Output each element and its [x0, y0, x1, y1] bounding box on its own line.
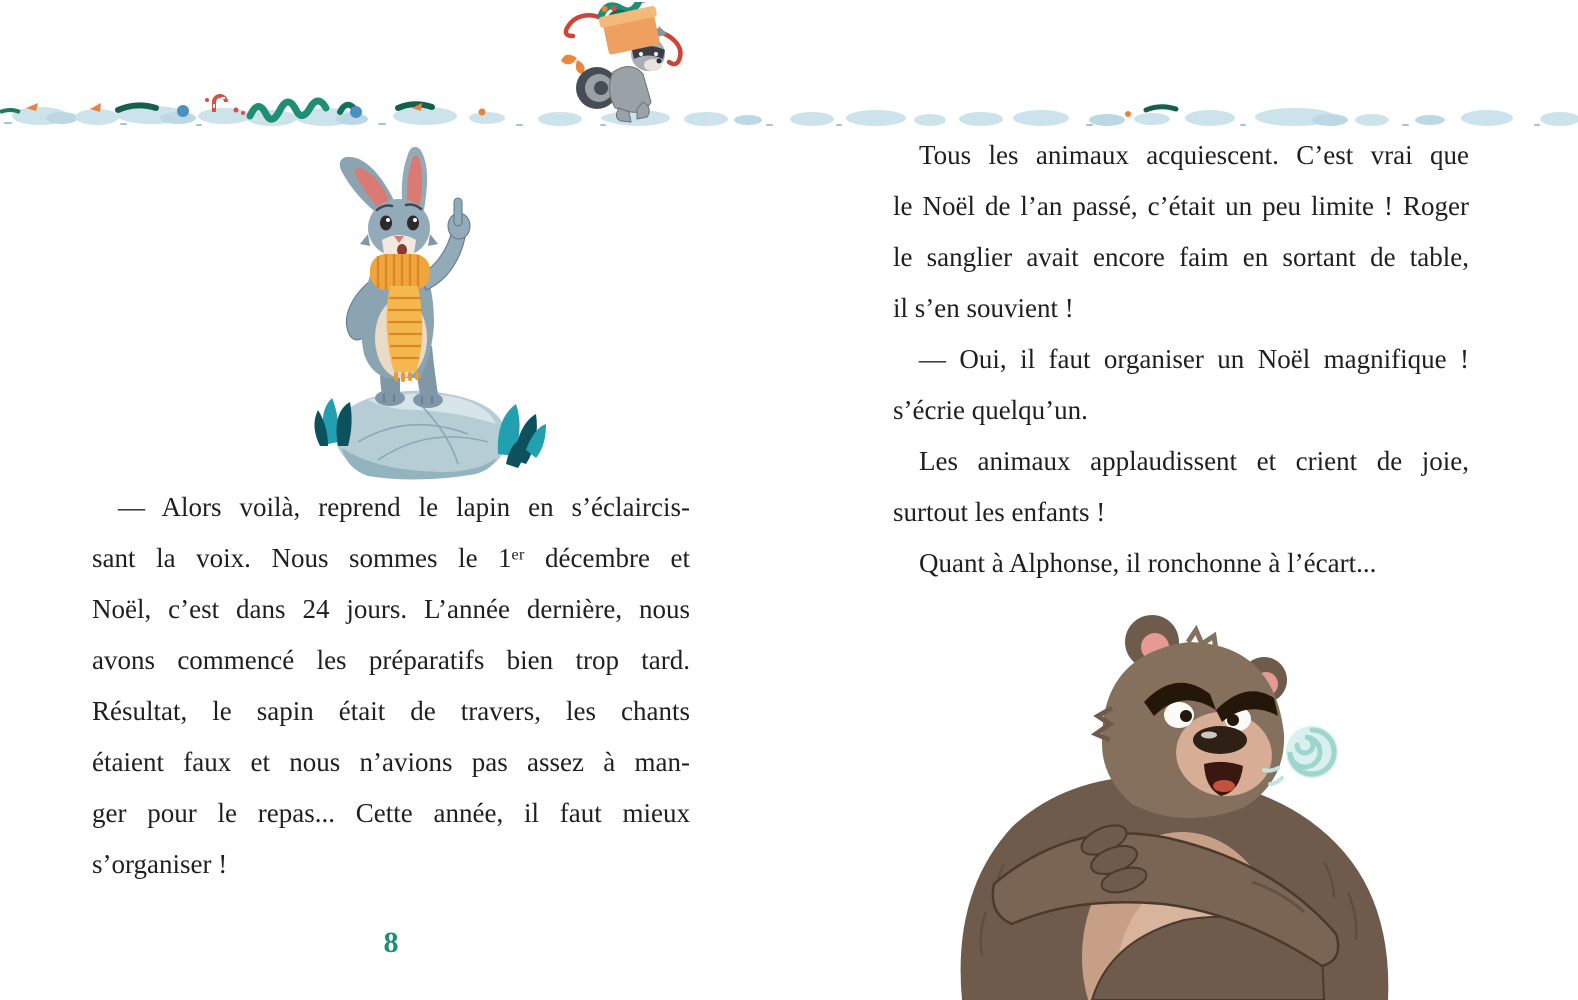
left-page-text — [92, 482, 690, 890]
paragraph — [893, 436, 1469, 538]
paragraph — [893, 538, 1469, 589]
text-line: Quant à Alphonse, il ronchonne à l’écart... — [919, 548, 1377, 578]
text-line: — Alors voilà, reprend le lapin en s’éclaircis- — [118, 492, 690, 522]
snow-mound — [601, 112, 665, 124]
right-bush — [498, 404, 546, 468]
orange-bow-piece — [561, 55, 585, 74]
rabbit-illustration — [298, 142, 560, 490]
text-line: étaient faux et nous n’avions pas assez à man- — [92, 747, 690, 777]
paragraph — [92, 482, 690, 890]
text-line: Les animaux applaudissent et crient de joie, — [919, 446, 1469, 476]
text-line: Résultat, le sapin était de travers, les chants — [92, 696, 690, 726]
left-bush — [314, 398, 351, 446]
text-line: avons commencé les préparatifs bien trop tard. — [92, 645, 690, 675]
text-line: sant la voix. Nous sommes le 1ᵉʳ décembre et — [92, 543, 690, 573]
text-line: le Noël de l’an passé, c’était un peu limite ! Roger — [893, 191, 1469, 221]
bear-head — [1096, 630, 1284, 818]
text-line: Tous les animaux acquiescent. C’est vrai que — [919, 140, 1469, 170]
snow-border-illustration — [0, 82, 1578, 130]
bear-illustration — [952, 612, 1394, 1000]
text-line: — Oui, il faut organiser un Noël magnifique ! — [919, 344, 1469, 374]
page-number: 8 — [383, 926, 399, 959]
text-line: Noël, c’est dans 24 jours. L’année dernière, nous — [92, 594, 690, 624]
text-line: il s’en souvient ! — [893, 293, 1074, 323]
text-line: ger pour le repas... Cette année, il faut mieux — [92, 798, 690, 828]
paragraph — [893, 334, 1469, 436]
text-line: s’organiser ! — [92, 849, 228, 879]
text-line: le sanglier avait encore faim en sortant de table, — [893, 242, 1469, 272]
text-line: s’écrie quelqu’un. — [893, 395, 1088, 425]
raccoon-gift-illustration — [553, 2, 703, 124]
text-line: surtout les enfants ! — [893, 497, 1106, 527]
right-page-text — [893, 130, 1469, 589]
paragraph — [893, 130, 1469, 334]
